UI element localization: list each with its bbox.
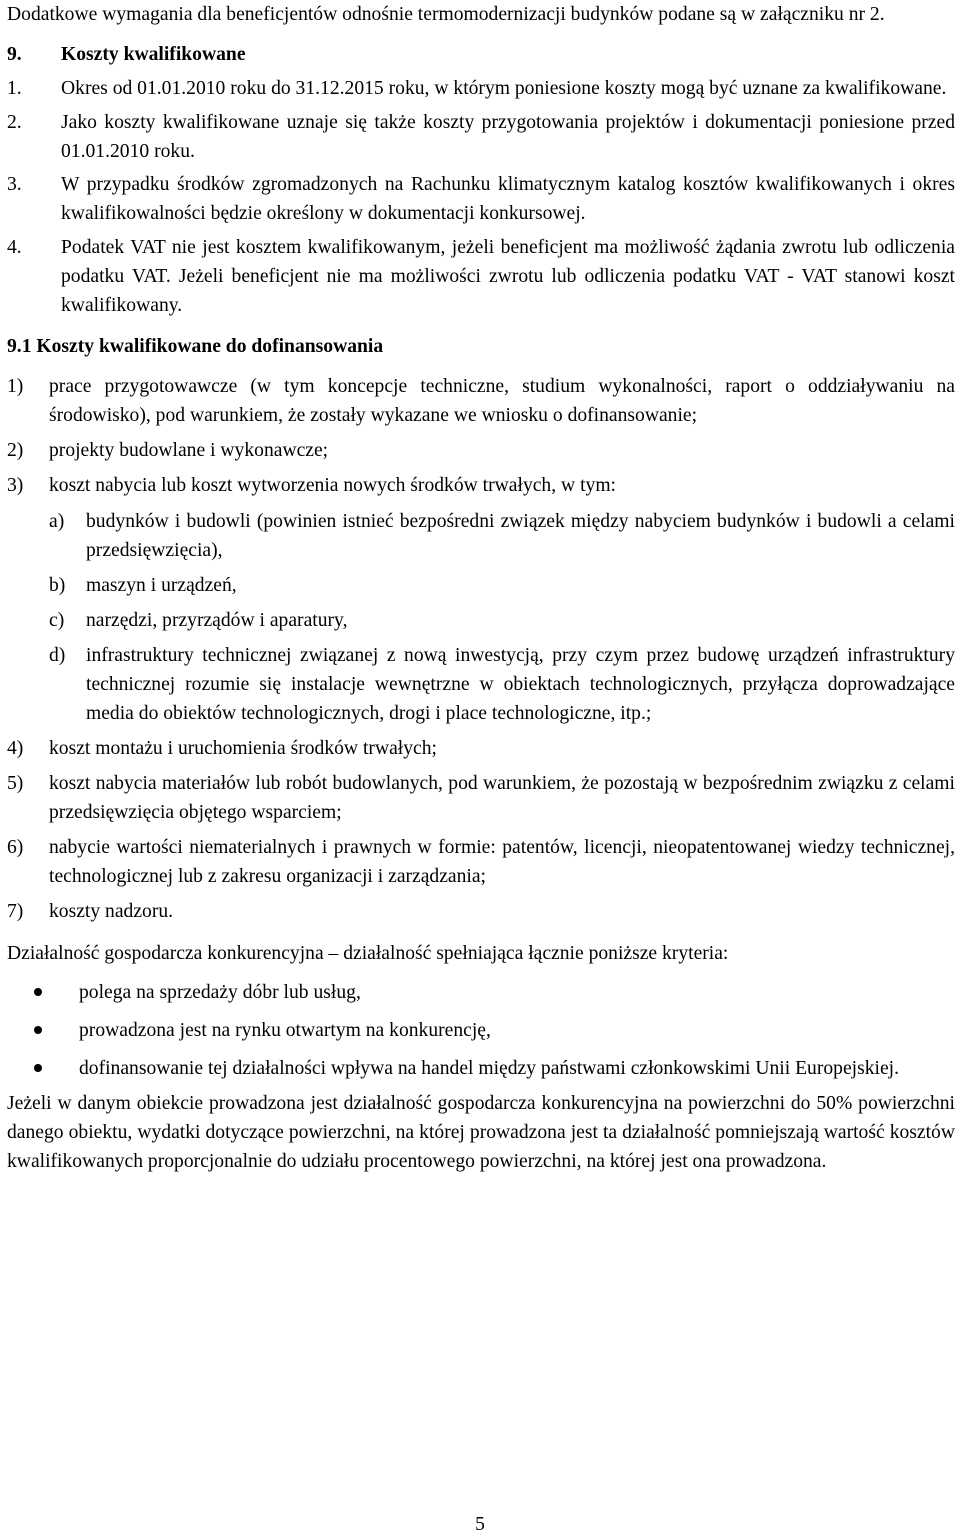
list-item-number: 1. xyxy=(7,78,22,99)
criteria-text: polega na sprzedaży dóbr lub usług, xyxy=(79,982,361,1003)
cost-item-text: projekty budowlane i wykonawcze; xyxy=(49,440,329,461)
criteria-bullet-3 xyxy=(7,1054,955,1083)
cost-item-text: koszt nabycia materiałów lub robót budowlanych, pod warunkiem, że pozostają w bezpośrednim związku z celami przedsięwzięcia objętego wsparciem; xyxy=(49,773,955,823)
list-item-number: 2. xyxy=(7,112,22,133)
list-item-text: Jako koszty kwalifikowane uznaje się także koszty przygotowania projektów i dokumentacji poniesione przed 01.01.2010 roku. xyxy=(61,112,955,162)
cost-subitem-a xyxy=(49,507,955,565)
list-item-4 xyxy=(7,233,955,320)
criteria-text: dofinansowanie tej działalności wpływa na handel między państwami członkowskimi Unii Europejskiej. xyxy=(79,1058,900,1079)
cost-item-text: koszt montażu i uruchomienia środków trwałych; xyxy=(49,738,437,759)
document-page xyxy=(7,0,955,1176)
cost-item-text: prace przygotowawcze (w tym koncepcje techniczne, studium wykonalności, raport o oddziaływaniu na środowisko), pod warunkiem, że zostały wykazane we wniosku o dofinansowanie; xyxy=(49,376,955,426)
section-9-heading xyxy=(7,40,955,69)
list-item-text: Podatek VAT nie jest kosztem kwalifikowanym, jeżeli beneficjent ma możliwość żądania zwrotu lub odliczenia podatku VAT. Jeżeli beneficjent nie ma możliwości zwrotu lub odliczenia podatku VAT - VAT stanowi koszt kwalifikowany. xyxy=(61,237,955,316)
cost-item-text: koszty nadzoru. xyxy=(49,901,174,922)
bullet-dot-icon xyxy=(34,1026,42,1034)
list-item-3 xyxy=(7,170,955,228)
cost-subitem-d xyxy=(49,641,955,728)
bullet-marker xyxy=(7,1054,79,1083)
cost-subitem-c xyxy=(49,606,955,635)
cost-subitem-letter: a) xyxy=(49,511,65,532)
list-item-number: 3. xyxy=(7,174,22,195)
cost-item-7 xyxy=(7,897,955,926)
bullet-marker xyxy=(7,978,79,1007)
cost-item-number: 7) xyxy=(7,901,24,922)
criteria-bullet-2 xyxy=(7,1016,955,1045)
cost-item-1 xyxy=(7,372,955,430)
cost-item-4 xyxy=(7,734,955,763)
criteria-bullet-1 xyxy=(7,978,955,1007)
cost-subitem-text: budynków i budowli (powinien istnieć bezpośredni związek między nabyciem budynków i budowli a celami przedsięwzięcia), xyxy=(86,511,955,561)
cost-subitem-text: maszyn i urządzeń, xyxy=(86,575,237,596)
section-9-number: 9. xyxy=(7,44,22,65)
cost-subitem-text: infrastruktury technicznej związanej z nową inwestycją, przy czym przez budowę urządzeń infrastruktury technicznej rozumie się instalacje wewnętrzne w obiektach technologicznych, przyłącza doprowadzające media do obiektów technologicznych, drogi i place technologiczne, itp.; xyxy=(86,645,955,724)
definition-lead: Działalność gospodarcza konkurencyjna – działalność spełniająca łącznie poniższe kryteria: xyxy=(7,943,729,964)
cost-item-number: 3) xyxy=(7,475,24,496)
cost-item-text: koszt nabycia lub koszt wytworzenia nowych środków trwałych, w tym: xyxy=(49,475,617,496)
cost-subitem-letter: d) xyxy=(49,645,66,666)
cost-item-number: 6) xyxy=(7,837,24,858)
list-item-text: Okres od 01.01.2010 roku do 31.12.2015 roku, w którym poniesione koszty mogą być uznane za kwalifikowane. xyxy=(61,78,947,99)
bullet-dot-icon xyxy=(34,1064,42,1072)
section-9-1-title: 9.1 Koszty kwalifikowane do dofinansowania xyxy=(7,336,384,357)
cost-subitem-letter: b) xyxy=(49,575,66,596)
cost-item-text: nabycie wartości niematerialnych i prawnych w formie: patentów, licencji, nieopatentowanej wiedzy technicznej, technologicznej lub z zakresu organizacji i zarządzania; xyxy=(49,837,955,887)
cost-subitem-b xyxy=(49,571,955,600)
section-9-title: Koszty kwalifikowane xyxy=(61,44,246,65)
cost-item-2 xyxy=(7,436,955,465)
page-number: 5 xyxy=(475,1514,485,1535)
intro-paragraph: Dodatkowe wymagania dla beneficjentów odnośnie termomodernizacji budynków podane są w załączniku nr 2. xyxy=(7,4,885,25)
list-item-number: 4. xyxy=(7,237,22,258)
cost-subitem-letter: c) xyxy=(49,610,65,631)
cost-item-6 xyxy=(7,833,955,891)
bullet-dot-icon xyxy=(34,988,42,996)
criteria-text: prowadzona jest na rynku otwartym na konkurencję, xyxy=(79,1020,491,1041)
cost-item-number: 2) xyxy=(7,440,24,461)
cost-item-5 xyxy=(7,769,955,827)
cost-item-number: 4) xyxy=(7,738,24,759)
list-item-1 xyxy=(7,74,955,103)
bullet-marker xyxy=(7,1016,79,1045)
cost-item-3 xyxy=(7,471,955,500)
list-item-text: W przypadku środków zgromadzonych na Rachunku klimatycznym katalog kosztów kwalifikowanych i okres kwalifikowalności będzie określony w dokumentacji konkursowej. xyxy=(61,174,955,224)
cost-item-number: 1) xyxy=(7,376,24,397)
cost-item-number: 5) xyxy=(7,773,24,794)
list-item-2 xyxy=(7,108,955,166)
closing-paragraph: Jeżeli w danym obiekcie prowadzona jest działalność gospodarcza konkurencyjna na powierzchni do 50% powierzchni danego obiektu, wydatki dotyczące powierzchni, na której prowadzona jest ta działalność pomniejszają wartość kosztów kwalifikowanych proporcjonalnie do udziału procentowego powierzchni, na której jest ona prowadzona. xyxy=(7,1093,955,1172)
cost-subitem-text: narzędzi, przyrządów i aparatury, xyxy=(86,610,348,631)
